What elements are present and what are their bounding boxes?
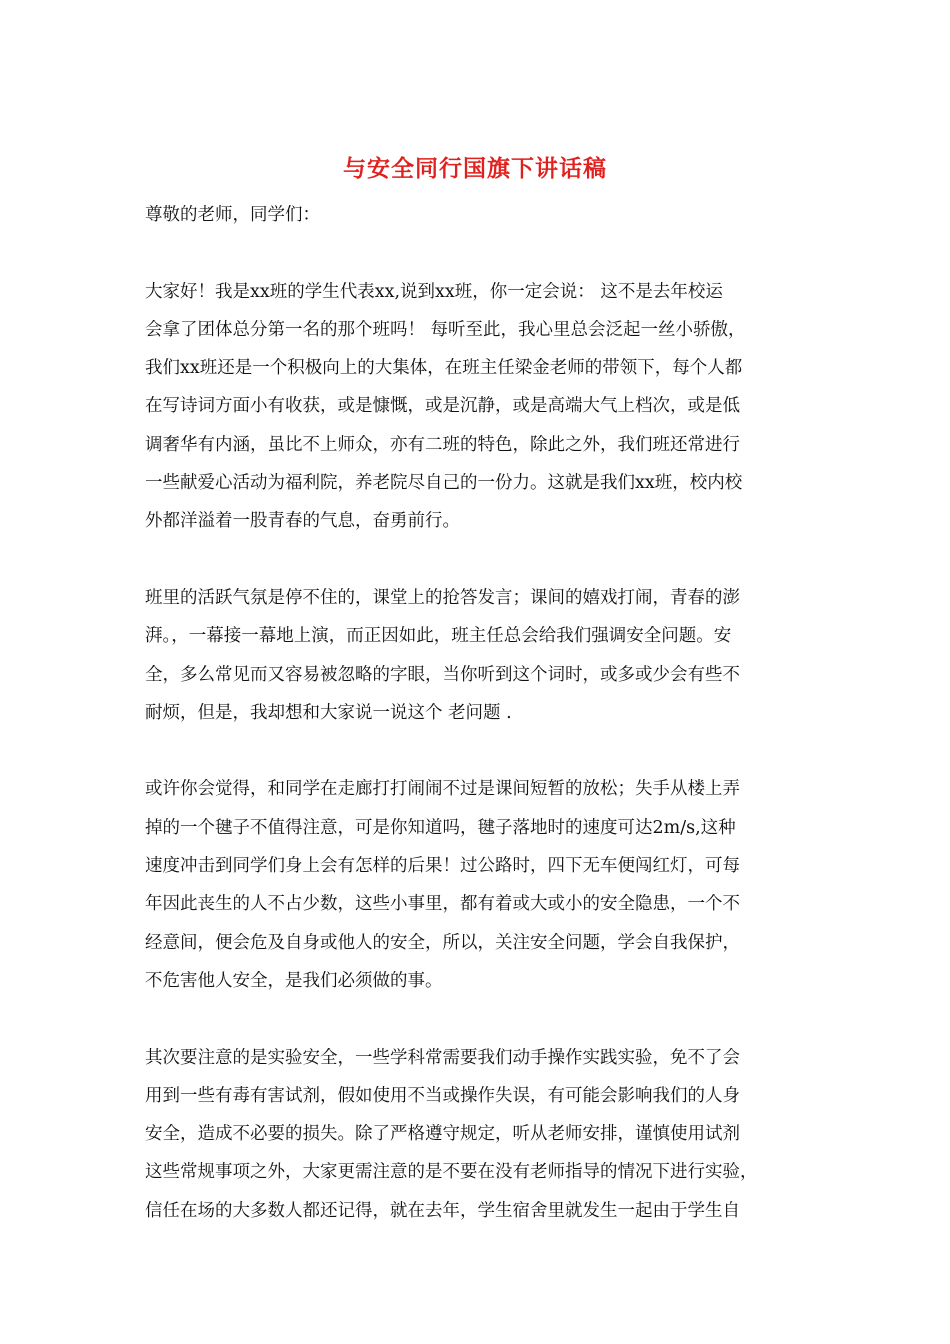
text-line: 全，多么常见而又容易被忽略的字眼，当你听到这个词时，或多或少会有些不 — [145, 664, 740, 685]
text-line: 耐烦，但是，我却想和大家说一说这个 老问题 . — [145, 702, 512, 723]
text-line: 这些常规事项之外，大家更需注意的是不要在没有老师指导的情况下进行实验， — [145, 1162, 758, 1183]
text-line: 会拿了团体总分第一名的那个班吗！ 每听至此，我心里总会泛起一丝小骄傲， — [145, 319, 746, 340]
text-line: 湃。，一幕接一幕地上演，而正因如此，班主任总会给我们强调安全问题。安 — [145, 626, 732, 647]
text-line: 在写诗词方面小有收获，或是慷慨，或是沉静，或是高端大气上档次，或是低 — [145, 396, 740, 417]
text-line: 速度冲击到同学们身上会有怎样的后果！过公路时，四下无车便闯红灯，可每 — [145, 856, 740, 877]
paragraph-3 — [145, 770, 811, 1000]
text-line: 信任在场的大多数人都还记得，就在去年，学生宿舍里就发生一起由于学生自 — [145, 1200, 740, 1221]
text-line: 或许你会觉得，和同学在走廊打打闹闹不过是课间短暂的放松；失手从楼上弄 — [145, 779, 740, 800]
paragraph-gap — [145, 541, 811, 579]
text-line: 年因此丧生的人不占少数，这些小事里，都有着或大或小的安全隐患，一个不 — [145, 894, 740, 915]
paragraph-1 — [145, 273, 811, 541]
paragraph-2 — [145, 579, 811, 732]
paragraph-gap — [145, 234, 811, 272]
salutation: 尊敬的老师，同学们： — [145, 205, 320, 225]
text-line: 我们xx班还是一个积极向上的大集体，在班主任梁金老师的带领下，每个人都 — [145, 358, 743, 379]
paragraph-gap — [145, 1000, 811, 1038]
text-line: 掉的一个毽子不值得注意，可是你知道吗，毽子落地时的速度可达2m/s,这种 — [145, 817, 736, 838]
text-line: 不危害他人安全，是我们必须做的事。 — [145, 970, 443, 991]
text-line: 班里的活跃气氛是停不住的，课堂上的抢答发言；课间的嬉戏打闹，青春的澎 — [145, 587, 740, 608]
text-line: 安全，造成不必要的损失。除了严格遵守规定，听从老师安排，谨慎使用试剂 — [145, 1124, 740, 1145]
text-line: 其次要注意的是实验安全，一些学科常需要我们动手操作实践实验，免不了会 — [145, 1047, 740, 1068]
text-line: 用到一些有毒有害试剂，假如使用不当或操作失误，有可能会影响我们的人身 — [145, 1085, 740, 1106]
text-line: 外都洋溢着一股青春的气息，奋勇前行。 — [145, 511, 460, 532]
text-line: 一些献爱心活动为福利院，养老院尽自己的一份力。这就是我们xx班，校内校 — [145, 473, 743, 494]
text-line: 大家好！我是xx班的学生代表xx,说到xx班，你一定会说： 这不是去年校运 — [145, 281, 723, 302]
text-line: 经意间，便会危及自身或他人的安全，所以，关注安全问题，学会自我保护， — [145, 932, 740, 953]
document-body — [145, 196, 811, 1230]
text-line: 调奢华有内涵，虽比不上师众，亦有二班的特色，除此之外，我们班还常进行 — [145, 434, 740, 455]
document-title: 与安全同行国旗下讲话稿 — [343, 155, 607, 182]
paragraph-gap — [145, 732, 811, 770]
paragraph-4 — [145, 1039, 811, 1230]
